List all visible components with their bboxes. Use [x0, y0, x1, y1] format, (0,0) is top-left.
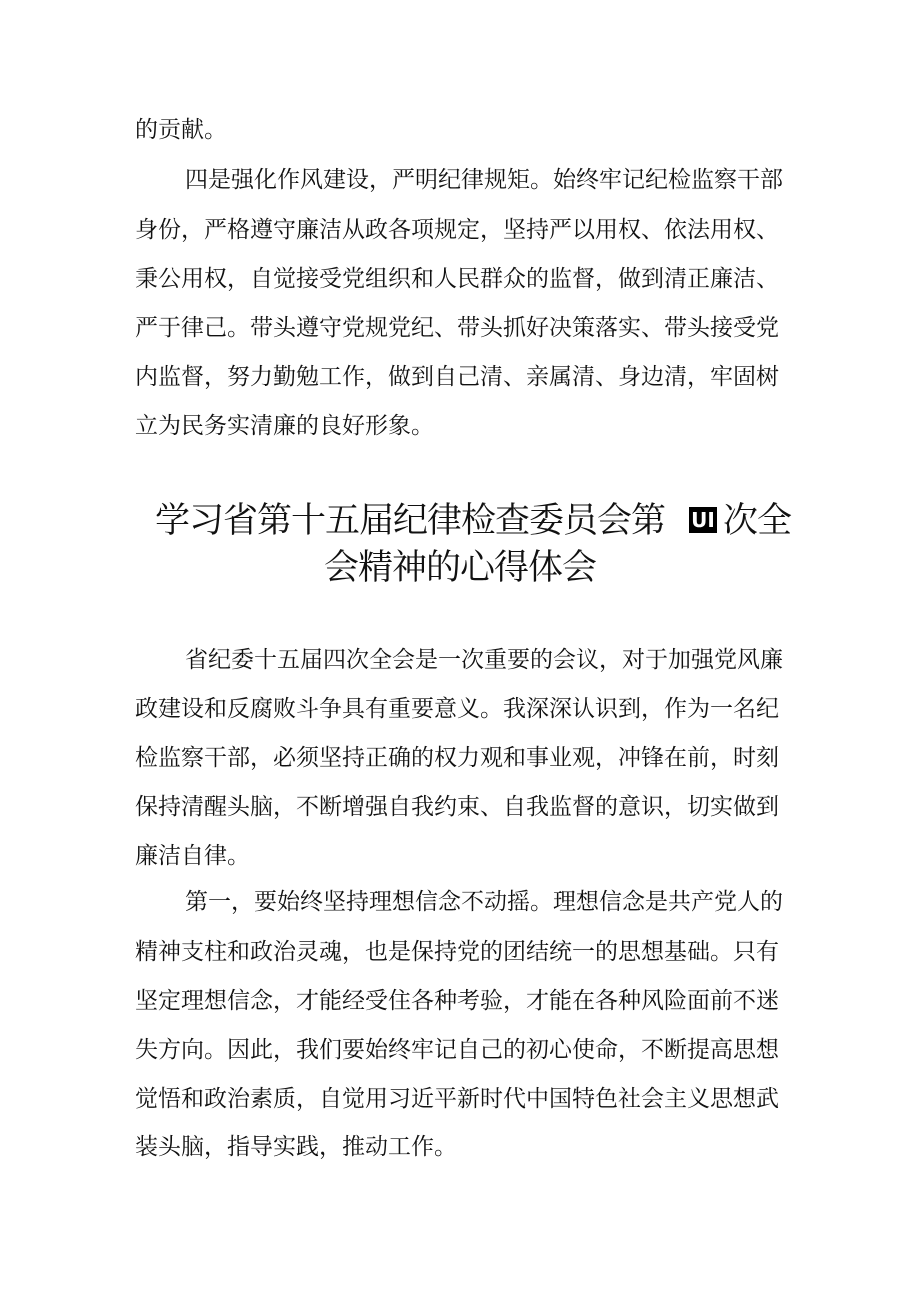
text-line: 内监督，努力勤勉工作，做到自己清、亲属清、身边清，牢固树 — [135, 364, 779, 390]
title-line-2: 会精神的心得体会 — [323, 548, 596, 588]
title-line-1 — [155, 500, 791, 542]
text-line: 坚定理想信念，才能经受住各种考验，才能在各种风险面前不迷 — [135, 988, 779, 1014]
text-line: 秉公用权，自觉接受党组织和人民群众的监督，做到清正廉洁、 — [135, 266, 779, 292]
text-line: 第一，要始终坚持理想信念不动摇。理想信念是共产党人的 — [185, 889, 783, 915]
text-line: 立为民务实清廉的良好形象。 — [135, 413, 434, 439]
text-line: 检监察干部，必须坚持正确的权力观和事业观，冲锋在前，时刻 — [135, 745, 779, 771]
title-text-after: 次全 — [723, 501, 792, 541]
text-line: 的贡献。 — [135, 117, 227, 143]
text-line: 政建设和反腐败斗争具有重要意义。我深深认识到，作为一名纪 — [135, 696, 779, 722]
text-line: 严于律己。带头遵守党规党纪、带头抓好决策落实、带头接受党 — [135, 315, 779, 341]
text-line: 失方向。因此，我们要始终牢记自己的初心使命，不断提高思想 — [135, 1037, 779, 1063]
text-line: 四是强化作风建设，严明纪律规矩。始终牢记纪检监察干部 — [185, 167, 783, 193]
text-line: 廉洁自律。 — [135, 843, 250, 869]
text-line: 装头脑，指导实践，推动工作。 — [135, 1134, 457, 1160]
roman-numeral-box: UI — [689, 507, 717, 533]
text-line: 精神支柱和政治灵魂，也是保持党的团结统一的思想基础。只有 — [135, 939, 779, 965]
text-line: 身份，严格遵守廉洁从政各项规定，坚持严以用权、依法用权、 — [135, 217, 779, 243]
title-text-before: 学习省第十五届纪律检查委员会第 — [155, 501, 666, 541]
text-line: 觉悟和政治素质，自觉用习近平新时代中国特色社会主义思想武 — [135, 1086, 779, 1112]
text-line: 保持清醒头脑，不断增强自我约束、自我监督的意识，切实做到 — [135, 794, 779, 820]
text-line: 省纪委十五届四次全会是一次重要的会议，对于加强党风廉 — [185, 647, 783, 673]
